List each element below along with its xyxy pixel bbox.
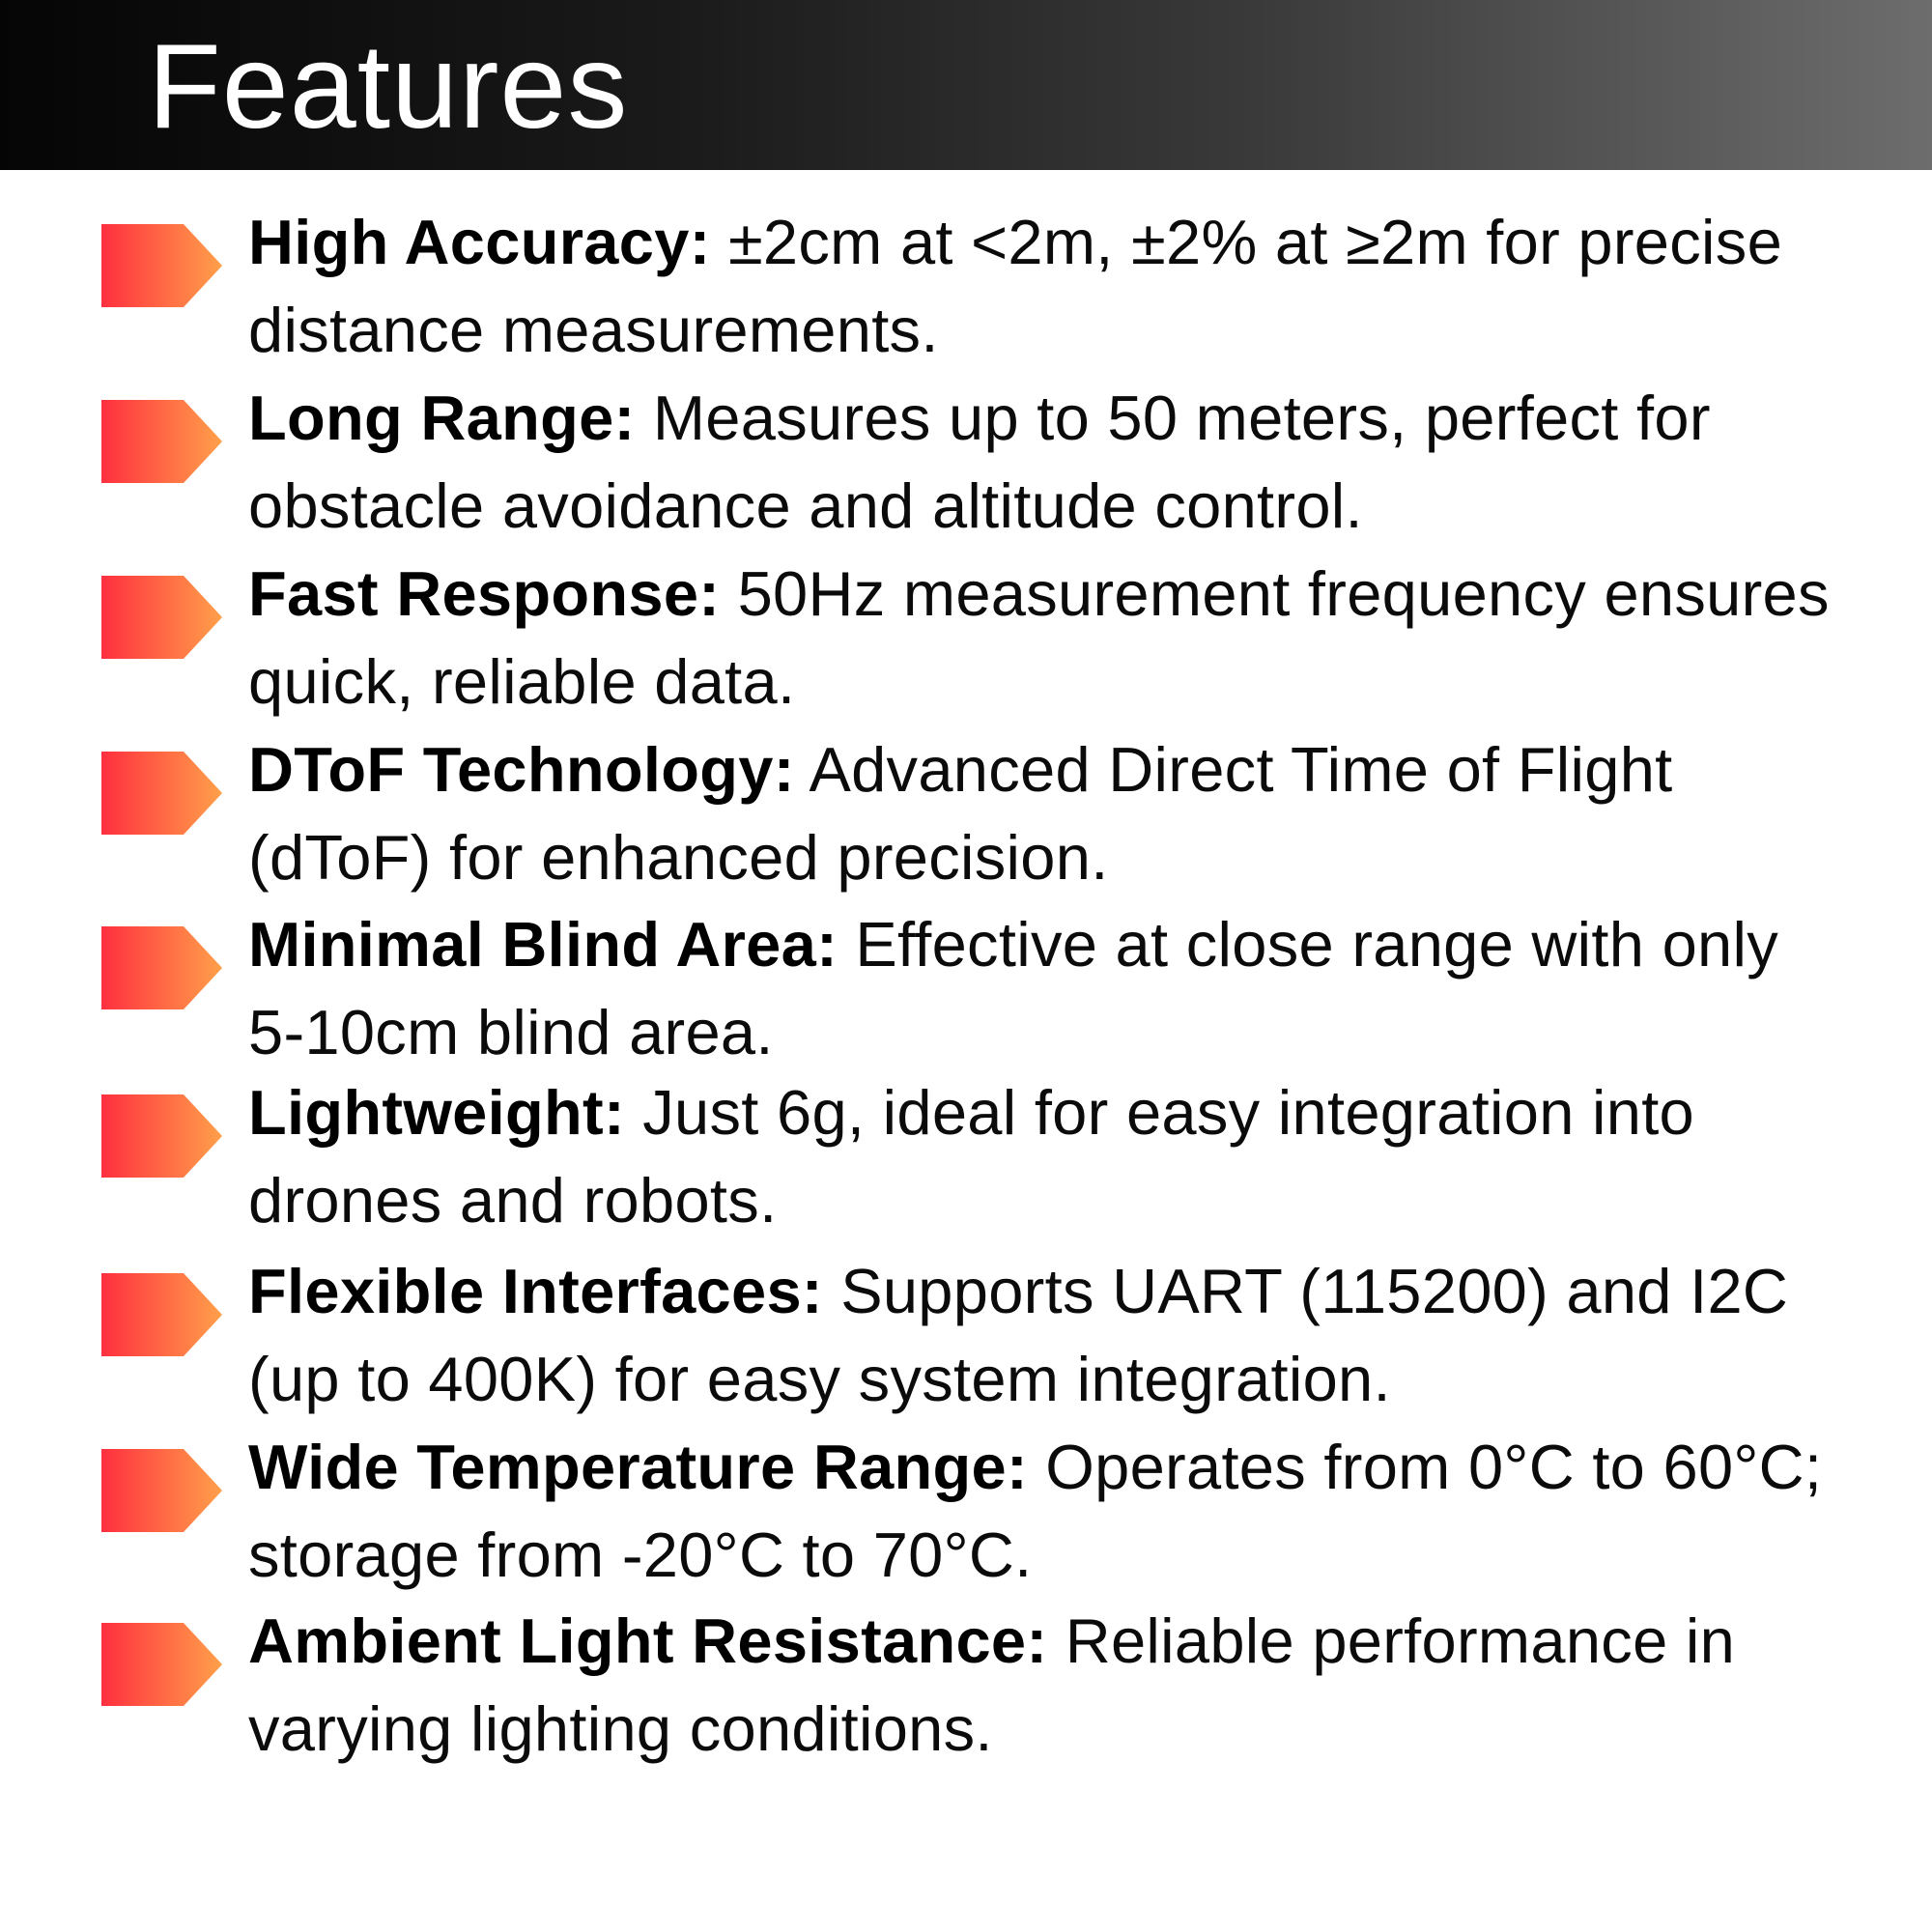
feature-title: DToF Technology: [248,734,795,805]
feature-description: Reliable performance in varying lighting conditions. [248,1605,1736,1764]
arrow-bullet-icon [101,224,222,307]
page-title: Features [148,20,629,154]
feature-title: Ambient Light Resistance: [248,1605,1048,1676]
arrow-bullet-icon [101,400,222,483]
arrow-bullet-icon [101,1623,222,1706]
arrow-bullet-icon [101,1273,222,1356]
feature-title: Fast Response: [248,558,721,629]
feature-description: Effective at close range with only 5-10cm blind area. [248,909,1779,1067]
arrow-bullet-icon [101,1449,222,1532]
feature-description: Supports UART (115200) and I2C (up to 400K) for easy system integration. [248,1256,1789,1414]
feature-text [248,1423,1842,1599]
feature-title: Lightweight: [248,1077,625,1148]
feature-description: Advanced Direct Time of Flight (dToF) for enhanced precision. [248,734,1673,893]
arrow-bullet-icon [101,926,222,1009]
arrow-bullet-icon [101,576,222,659]
arrow-bullet-icon [101,752,222,835]
feature-description: Measures up to 50 meters, perfect for obstacle avoidance and altitude control. [248,383,1711,541]
feature-text [248,900,1842,1076]
feature-text [248,725,1842,901]
feature-title: Long Range: [248,383,636,453]
feature-text [248,1247,1842,1423]
feature-description: ±2cm at <2m, ±2% at ≥2m for precise distance measurements. [248,207,1783,365]
feature-text [248,550,1842,725]
feature-description: 50Hz measurement frequency ensures quick, reliable data. [248,558,1830,717]
feature-title: Minimal Blind Area: [248,909,838,980]
feature-item [0,1077,1932,1270]
feature-title: High Accuracy: [248,207,711,277]
feature-text [248,198,1842,374]
feature-description: Just 6g, ideal for easy integration into drones and robots. [248,1077,1695,1236]
feature-item [0,1605,1932,1799]
feature-title: Wide Temperature Range: [248,1432,1028,1502]
arrow-bullet-icon [101,1094,222,1178]
feature-text [248,374,1842,550]
feature-description: Operates from 0°C to 60°C; storage from -20°C to 70°C. [248,1432,1823,1590]
feature-text [248,1597,1842,1773]
feature-title: Flexible Interfaces: [248,1256,823,1326]
feature-text [248,1068,1842,1244]
